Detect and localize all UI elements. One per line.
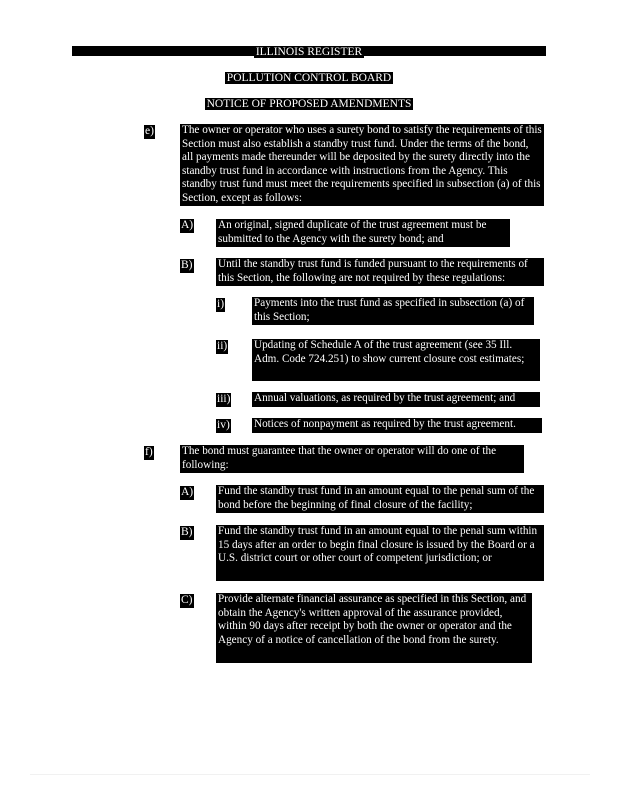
item-text-e-b-ii: Updating of Schedule A of the trust agreement (see 35 Ill. Adm. Code 724.251) to show current closure cost estimates;	[252, 339, 540, 381]
register-title: ILLINOIS REGISTER	[255, 46, 363, 58]
item-text-e-b-iv: Notices of nonpayment as required by the trust agreement.	[252, 418, 542, 433]
item-label-f: f)	[145, 446, 153, 458]
item-label-f-a: A)	[181, 486, 194, 498]
item-text-e-a: An original, signed duplicate of the trust agreement must be submitted to the Agency with the surety bond; and	[216, 219, 510, 247]
notice-title: NOTICE OF PROPOSED AMENDMENTS	[206, 98, 412, 110]
board-title: POLLUTION CONTROL BOARD	[226, 72, 392, 84]
page-bottom-line	[30, 774, 590, 775]
item-text-e-b: Until the standby trust fund is funded pursuant to the requirements of this Section, the following are not required by these regulations:	[216, 258, 544, 286]
item-label-e-b-iii: iii)	[217, 393, 231, 405]
item-label-e-b: B)	[181, 259, 193, 271]
item-label-e: e)	[145, 125, 154, 137]
item-text-f-c: Provide alternate financial assurance as specified in this Section, and obtain the Agency's written approval of the assurance provided, within 90 days after receipt by both the owner or operator and the Agency of a notice of cancellation of the bond from the surety.	[216, 593, 532, 663]
item-text-f: The bond must guarantee that the owner or operator will do one of the following:	[180, 445, 524, 473]
item-label-e-b-ii: ii)	[217, 340, 228, 352]
item-text-e: The owner or operator who uses a surety bond to satisfy the requirements of this Section must also establish a standby trust fund. Under the terms of the bond, all payments made thereunder will be deposited by the surety directly into the standby trust fund in accordance with instructions from the Agency. This standby trust fund must meet the requirements specified in subsection (a) of this Section, except as follows:	[180, 124, 544, 206]
item-label-f-c: C)	[181, 594, 193, 606]
item-label-f-b: B)	[181, 526, 193, 538]
item-text-f-b: Fund the standby trust fund in an amount equal to the penal sum within 15 days after an order to begin final closure is issued by the Board or a U.S. district court or other court of competent jurisdiction; or	[216, 525, 544, 581]
item-text-e-b-iii: Annual valuations, as required by the trust agreement; and	[252, 392, 540, 407]
item-label-e-b-iv: iv)	[217, 419, 230, 431]
item-text-f-a: Fund the standby trust fund in an amount equal to the penal sum of the bond before the beginning of final closure of the facility;	[216, 485, 544, 513]
item-label-e-a: A)	[181, 219, 194, 231]
item-text-e-b-i: Payments into the trust fund as specified in subsection (a) of this Section;	[252, 297, 534, 325]
item-label-e-b-i: i)	[217, 298, 225, 310]
